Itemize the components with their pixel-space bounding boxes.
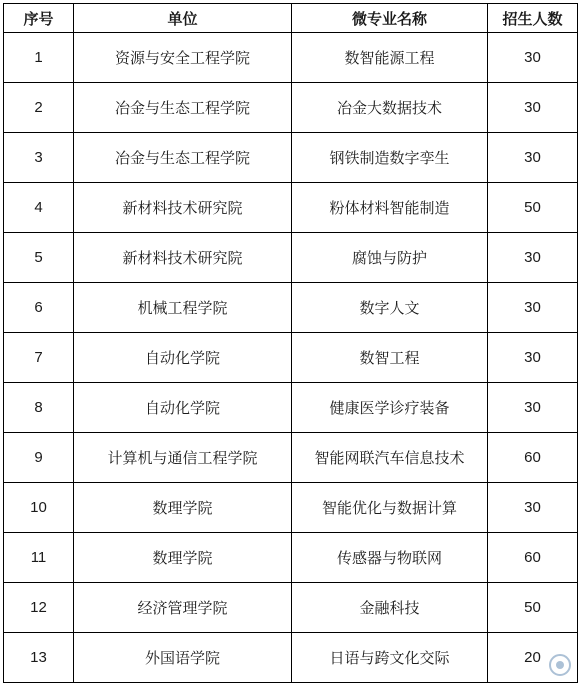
cell-unit: 冶金与生态工程学院: [74, 83, 292, 133]
cell-enrollment: 30: [488, 383, 578, 433]
header-index: 序号: [4, 4, 74, 33]
table-row: [4, 33, 578, 83]
cell-enrollment: 50: [488, 583, 578, 633]
cell-major-name: 智能优化与数据计算: [292, 483, 488, 533]
cell-major-name: 传感器与物联网: [292, 533, 488, 583]
cell-index: 5: [4, 233, 74, 283]
cell-enrollment: 60: [488, 433, 578, 483]
table-row: [4, 333, 578, 383]
cell-enrollment: 30: [488, 83, 578, 133]
cell-major-name: 日语与跨文化交际: [292, 633, 488, 683]
table-body: [4, 33, 578, 683]
cell-unit: 数理学院: [74, 483, 292, 533]
cell-major-name: 数智能源工程: [292, 33, 488, 83]
cell-index: 6: [4, 283, 74, 333]
cell-enrollment: 20: [488, 633, 578, 683]
cell-unit: 机械工程学院: [74, 283, 292, 333]
circle-logo-icon: [549, 654, 571, 676]
table-row: [4, 633, 578, 683]
cell-unit: 计算机与通信工程学院: [74, 433, 292, 483]
table-row: [4, 583, 578, 633]
cell-major-name: 腐蚀与防护: [292, 233, 488, 283]
table-row: [4, 183, 578, 233]
cell-unit: 经济管理学院: [74, 583, 292, 633]
cell-index: 1: [4, 33, 74, 83]
cell-unit: 自动化学院: [74, 383, 292, 433]
table-row: [4, 383, 578, 433]
cell-major-name: 健康医学诊疗装备: [292, 383, 488, 433]
cell-index: 7: [4, 333, 74, 383]
cell-enrollment: 30: [488, 283, 578, 333]
header-enrollment: 招生人数: [488, 4, 578, 33]
cell-enrollment: 30: [488, 333, 578, 383]
watermark: [549, 654, 575, 676]
cell-major-name: 冶金大数据技术: [292, 83, 488, 133]
cell-index: 10: [4, 483, 74, 533]
cell-major-name: 粉体材料智能制造: [292, 183, 488, 233]
cell-index: 12: [4, 583, 74, 633]
cell-index: 8: [4, 383, 74, 433]
cell-unit: 数理学院: [74, 533, 292, 583]
cell-index: 4: [4, 183, 74, 233]
cell-index: 2: [4, 83, 74, 133]
cell-index: 9: [4, 433, 74, 483]
cell-enrollment: 30: [488, 33, 578, 83]
cell-enrollment: 30: [488, 133, 578, 183]
cell-unit: 外国语学院: [74, 633, 292, 683]
cell-enrollment: 50: [488, 183, 578, 233]
cell-major-name: 金融科技: [292, 583, 488, 633]
table-row: [4, 283, 578, 333]
table-row: [4, 133, 578, 183]
cell-enrollment: 30: [488, 233, 578, 283]
header-row: [4, 4, 578, 33]
cell-unit: 资源与安全工程学院: [74, 33, 292, 83]
table-row: [4, 483, 578, 533]
cell-index: 11: [4, 533, 74, 583]
table-row: [4, 433, 578, 483]
cell-enrollment: 30: [488, 483, 578, 533]
cell-index: 3: [4, 133, 74, 183]
cell-unit: 自动化学院: [74, 333, 292, 383]
table-row: [4, 233, 578, 283]
cell-unit: 冶金与生态工程学院: [74, 133, 292, 183]
cell-major-name: 数智工程: [292, 333, 488, 383]
cell-unit: 新材料技术研究院: [74, 183, 292, 233]
table-header: [4, 4, 578, 33]
table-row: [4, 83, 578, 133]
header-unit: 单位: [74, 4, 292, 33]
majors-table: [3, 3, 578, 683]
cell-enrollment: 60: [488, 533, 578, 583]
table-row: [4, 533, 578, 583]
cell-major-name: 钢铁制造数字孪生: [292, 133, 488, 183]
cell-unit: 新材料技术研究院: [74, 233, 292, 283]
header-major-name: 微专业名称: [292, 4, 488, 33]
cell-major-name: 智能网联汽车信息技术: [292, 433, 488, 483]
cell-index: 13: [4, 633, 74, 683]
cell-major-name: 数字人文: [292, 283, 488, 333]
